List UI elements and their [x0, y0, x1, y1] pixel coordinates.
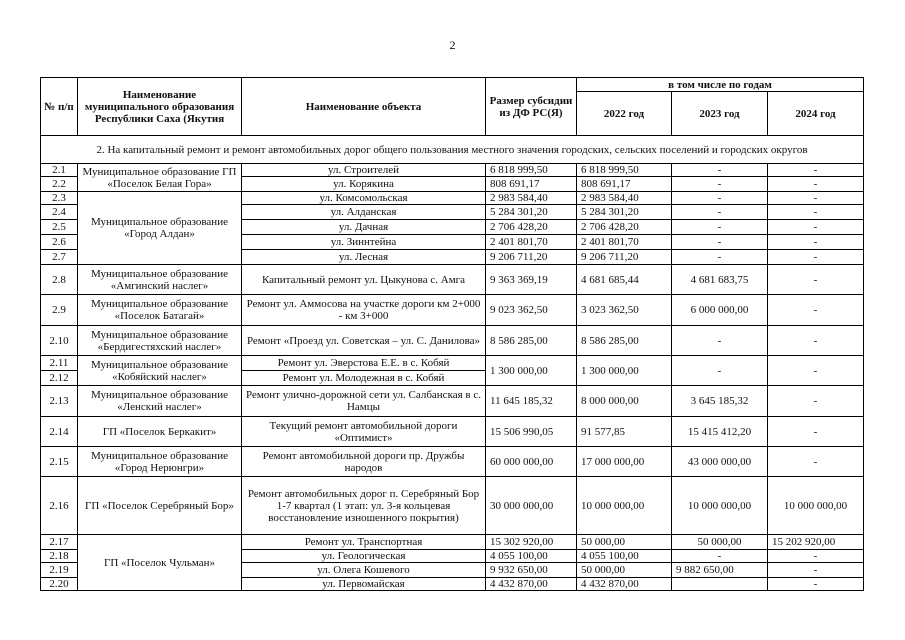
- year-2023-cell: -: [672, 235, 768, 250]
- row-number: 2.1: [41, 164, 78, 177]
- object-cell: ул. Первомайская: [242, 578, 486, 591]
- row-number: 2.11: [41, 356, 78, 371]
- year-2022-cell: 6 818 999,50: [577, 164, 672, 177]
- subsidy-cell: 15 302 920,00: [486, 535, 577, 550]
- year-2023-cell: 4 681 683,75: [672, 265, 768, 295]
- year-2023-cell: -: [672, 550, 768, 563]
- year-2023-cell: 9 882 650,00: [672, 563, 768, 578]
- row-number: 2.18: [41, 550, 78, 563]
- subsidy-cell: 2 401 801,70: [486, 235, 577, 250]
- year-2022-cell: 10 000 000,00: [577, 477, 672, 535]
- subsidy-cell: 9 363 369,19: [486, 265, 577, 295]
- table-row: [41, 326, 864, 356]
- header-municipality: Наименование муниципального образования Республики Саха (Якутия: [78, 78, 242, 136]
- object-cell: ул. Зиннтейна: [242, 235, 486, 250]
- municipality-cell: Муниципальное образование «Бердигестяхский наслег»: [78, 326, 242, 356]
- object-cell: ул. Алданская: [242, 205, 486, 220]
- table-row: [41, 356, 864, 371]
- year-2023-cell: 50 000,00: [672, 535, 768, 550]
- object-cell: Ремонт автомобильной дороги пр. Дружбы народов: [242, 447, 486, 477]
- object-cell: ул. Дачная: [242, 220, 486, 235]
- subsidy-cell: 2 983 584,40: [486, 192, 577, 205]
- year-2023-cell: -: [672, 192, 768, 205]
- table-row: [41, 386, 864, 417]
- object-cell: Ремонт ул. Транспортная: [242, 535, 486, 550]
- row-number: 2.17: [41, 535, 78, 550]
- subsidy-table: [40, 77, 864, 591]
- year-2024-cell: -: [768, 177, 864, 192]
- subsidy-cell: 9 932 650,00: [486, 563, 577, 578]
- year-2024-cell: -: [768, 447, 864, 477]
- subsidy-cell: 4 432 870,00: [486, 578, 577, 591]
- year-2024-cell: 10 000 000,00: [768, 477, 864, 535]
- page-number: 2: [449, 38, 456, 52]
- subsidy-cell: 1 300 000,00: [486, 356, 577, 386]
- object-cell: ул. Корякина: [242, 177, 486, 192]
- row-number: 2.16: [41, 477, 78, 535]
- municipality-cell: ГП «Поселок Чульман»: [78, 535, 242, 591]
- year-2022-cell: 2 983 584,40: [577, 192, 672, 205]
- municipality-cell: ГП «Поселок Беркакит»: [78, 417, 242, 447]
- object-cell: ул. Строителей: [242, 164, 486, 177]
- year-2022-cell: 3 023 362,50: [577, 295, 672, 326]
- object-cell: Ремонт улично-дорожной сети ул. Салбанская в с. Намцы: [242, 386, 486, 417]
- header-object: Наименование объекта: [242, 78, 486, 136]
- object-cell: ул. Геологическая: [242, 550, 486, 563]
- row-number: 2.10: [41, 326, 78, 356]
- year-2024-cell: -: [768, 250, 864, 265]
- object-cell: Ремонт ул. Эверстова Е.Е. в с. Кобяй: [242, 356, 486, 371]
- year-2024-cell: -: [768, 235, 864, 250]
- object-cell: Текущий ремонт автомобильной дороги «Оптимист»: [242, 417, 486, 447]
- year-2022-cell: 4 681 685,44: [577, 265, 672, 295]
- year-2023-cell: 6 000 000,00: [672, 295, 768, 326]
- year-2022-cell: 2 401 801,70: [577, 235, 672, 250]
- section-row: [41, 136, 864, 164]
- year-2023-cell: -: [672, 356, 768, 386]
- year-2024-cell: -: [768, 192, 864, 205]
- year-2024-cell: -: [768, 326, 864, 356]
- object-cell: ул. Олега Кошевого: [242, 563, 486, 578]
- year-2024-cell: -: [768, 417, 864, 447]
- municipality-cell: ГП «Поселок Серебряный Бор»: [78, 477, 242, 535]
- subsidy-cell: 15 506 990,05: [486, 417, 577, 447]
- header-years-group: в том числе по годам: [577, 78, 864, 92]
- subsidy-cell: 60 000 000,00: [486, 447, 577, 477]
- year-2022-cell: 1 300 000,00: [577, 356, 672, 386]
- row-number: 2.3: [41, 192, 78, 205]
- row-number: 2.5: [41, 220, 78, 235]
- year-2022-cell: 50 000,00: [577, 563, 672, 578]
- header-subsidy: Размер субсидии из ДФ РС(Я): [486, 78, 577, 136]
- municipality-cell: Муниципальное образование «Город Алдан»: [78, 192, 242, 265]
- subsidy-cell: 8 586 285,00: [486, 326, 577, 356]
- row-number: 2.14: [41, 417, 78, 447]
- row-number: 2.15: [41, 447, 78, 477]
- header-2024: 2024 год: [768, 92, 864, 136]
- year-2024-cell: -: [768, 386, 864, 417]
- table-row: [41, 447, 864, 477]
- year-2022-cell: 808 691,17: [577, 177, 672, 192]
- object-cell: ул. Лесная: [242, 250, 486, 265]
- municipality-cell: Муниципальное образование ГП «Поселок Белая Гора»: [78, 164, 242, 192]
- section-title: 2. На капитальный ремонт и ремонт автомобильных дорог общего пользования местного значения городских, сельских поселений и городских округов: [41, 136, 864, 164]
- row-number: 2.13: [41, 386, 78, 417]
- year-2024-cell: -: [768, 550, 864, 563]
- subsidy-cell: 4 055 100,00: [486, 550, 577, 563]
- subsidy-cell: 2 706 428,20: [486, 220, 577, 235]
- year-2022-cell: 5 284 301,20: [577, 205, 672, 220]
- object-cell: Ремонт ул. Молодежная в с. Кобяй: [242, 371, 486, 386]
- row-number: 2.2: [41, 177, 78, 192]
- row-number: 2.4: [41, 205, 78, 220]
- year-2023-cell: -: [672, 250, 768, 265]
- object-cell: Ремонт ул. Аммосова на участке дороги км 2+000 - км 3+000: [242, 295, 486, 326]
- year-2023-cell: -: [672, 326, 768, 356]
- row-number: 2.6: [41, 235, 78, 250]
- year-2024-cell: -: [768, 205, 864, 220]
- year-2022-cell: 50 000,00: [577, 535, 672, 550]
- table-row: [41, 164, 864, 177]
- row-number: 2.7: [41, 250, 78, 265]
- year-2024-cell: 15 202 920,00: [768, 535, 864, 550]
- year-2022-cell: 8 586 285,00: [577, 326, 672, 356]
- header-number: № п/п: [41, 78, 78, 136]
- table-row: [41, 477, 864, 535]
- municipality-cell: Муниципальное образование «Город Нерюнгри»: [78, 447, 242, 477]
- header-2022: 2022 год: [577, 92, 672, 136]
- year-2022-cell: 2 706 428,20: [577, 220, 672, 235]
- year-2024-cell: -: [768, 265, 864, 295]
- table-row: [41, 265, 864, 295]
- row-number: 2.12: [41, 371, 78, 386]
- year-2022-cell: 91 577,85: [577, 417, 672, 447]
- subsidy-cell: 5 284 301,20: [486, 205, 577, 220]
- table-row: [41, 417, 864, 447]
- subsidy-cell: 9 023 362,50: [486, 295, 577, 326]
- municipality-cell: Муниципальное образование «Кобяйский наслег»: [78, 356, 242, 386]
- year-2023-cell: 3 645 185,32: [672, 386, 768, 417]
- year-2024-cell: -: [768, 356, 864, 386]
- row-number: 2.19: [41, 563, 78, 578]
- year-2023-cell: 43 000 000,00: [672, 447, 768, 477]
- year-2023-cell: [672, 578, 768, 591]
- year-2024-cell: -: [768, 164, 864, 177]
- object-cell: Капитальный ремонт ул. Цыкунова с. Амга: [242, 265, 486, 295]
- object-cell: Ремонт автомобильных дорог п. Серебряный Бор 1-7 квартал (1 этап: ул. 3-я кольцевая восстановление изношенного покрытия): [242, 477, 486, 535]
- table-row: [41, 295, 864, 326]
- subsidy-cell: 30 000 000,00: [486, 477, 577, 535]
- municipality-cell: Муниципальное образование «Амгинский наслег»: [78, 265, 242, 295]
- year-2022-cell: 9 206 711,20: [577, 250, 672, 265]
- subsidy-cell: 11 645 185,32: [486, 386, 577, 417]
- municipality-cell: Муниципальное образование «Ленский наслег»: [78, 386, 242, 417]
- year-2024-cell: -: [768, 578, 864, 591]
- year-2024-cell: -: [768, 563, 864, 578]
- year-2022-cell: 17 000 000,00: [577, 447, 672, 477]
- subsidy-cell: 808 691,17: [486, 177, 577, 192]
- year-2022-cell: 8 000 000,00: [577, 386, 672, 417]
- municipality-cell: Муниципальное образование «Поселок Батагай»: [78, 295, 242, 326]
- year-2024-cell: -: [768, 220, 864, 235]
- year-2022-cell: 4 432 870,00: [577, 578, 672, 591]
- subsidy-cell: 6 818 999,50: [486, 164, 577, 177]
- table-row: [41, 192, 864, 205]
- year-2024-cell: -: [768, 295, 864, 326]
- table-row: [41, 535, 864, 550]
- header-2023: 2023 год: [672, 92, 768, 136]
- year-2023-cell: -: [672, 205, 768, 220]
- year-2023-cell: 10 000 000,00: [672, 477, 768, 535]
- object-cell: ул. Комсомольская: [242, 192, 486, 205]
- year-2023-cell: -: [672, 220, 768, 235]
- row-number: 2.8: [41, 265, 78, 295]
- row-number: 2.20: [41, 578, 78, 591]
- year-2023-cell: -: [672, 164, 768, 177]
- year-2022-cell: 4 055 100,00: [577, 550, 672, 563]
- header-row: [41, 78, 864, 92]
- year-2023-cell: 15 415 412,20: [672, 417, 768, 447]
- subsidy-cell: 9 206 711,20: [486, 250, 577, 265]
- year-2023-cell: -: [672, 177, 768, 192]
- row-number: 2.9: [41, 295, 78, 326]
- object-cell: Ремонт «Проезд ул. Советская – ул. С. Данилова»: [242, 326, 486, 356]
